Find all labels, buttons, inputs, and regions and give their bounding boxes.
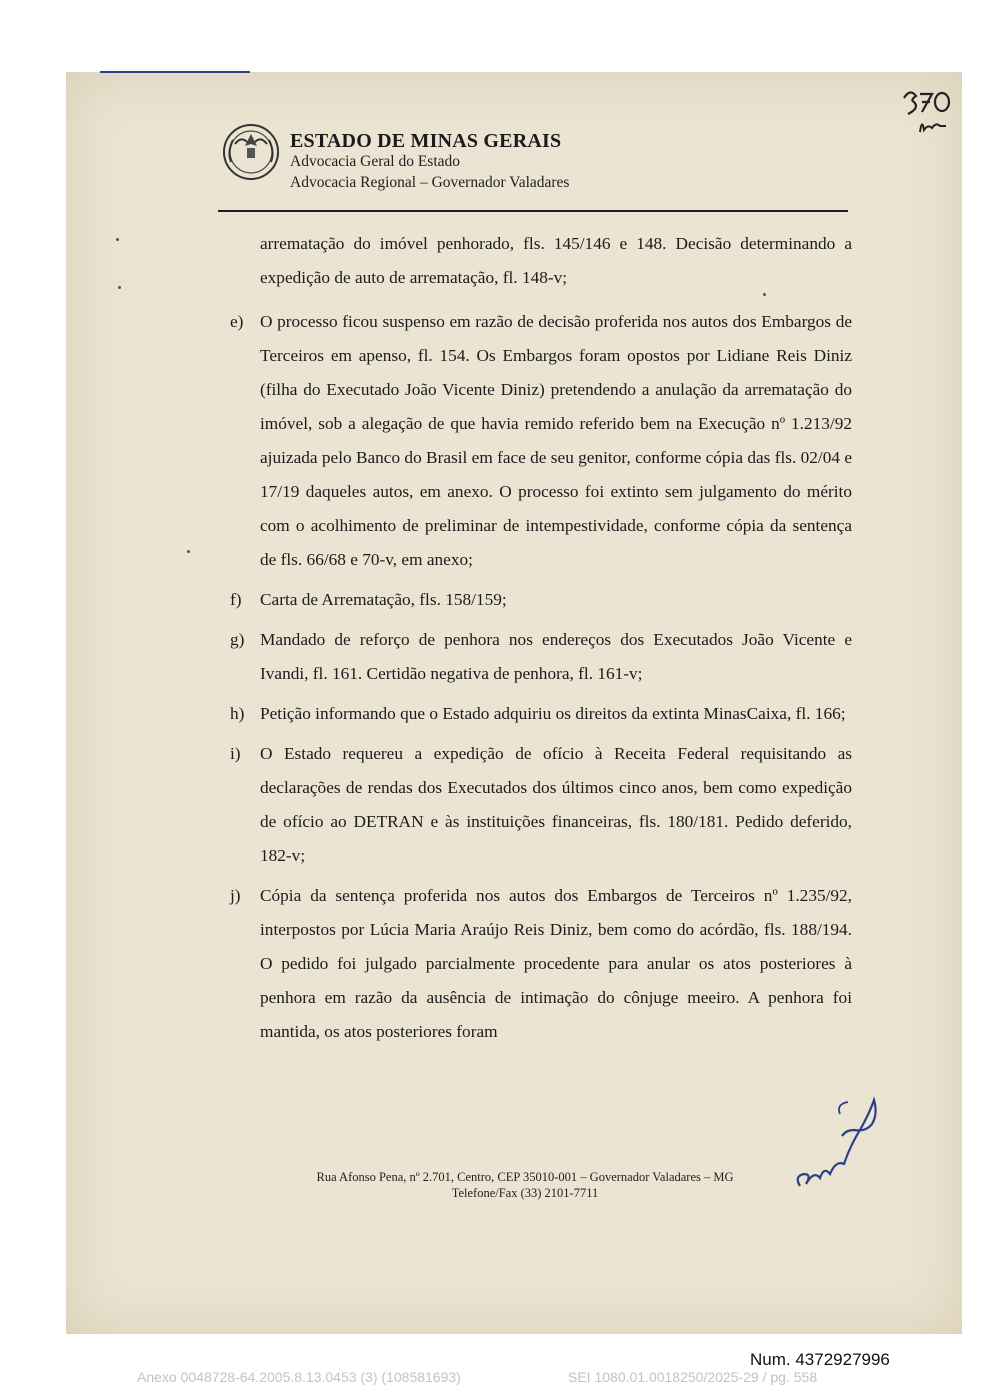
handwritten-page-number — [900, 84, 960, 140]
list-item — [228, 879, 852, 1049]
sei-page-reference: SEI 1080.01.0018250/2025-29 / pg. 558 — [568, 1369, 818, 1385]
item-marker: f) — [230, 590, 242, 609]
scan-speck — [187, 550, 190, 553]
document-body — [228, 227, 852, 1049]
signature-icon — [790, 1090, 885, 1200]
document-number: Num. 4372927996 — [750, 1350, 890, 1369]
pen-mark-line — [100, 71, 250, 73]
list-item — [228, 583, 852, 617]
scan-speck — [118, 286, 121, 289]
continuation-text: arrematação do imóvel penhorado, fls. 145/146 e 148. Decisão determinando a expedição de auto de arrematação, fl. 148-v; — [260, 234, 852, 287]
item-marker: h) — [230, 704, 245, 723]
item-text: Carta de Arrematação, fls. 158/159; — [260, 590, 507, 609]
list-item — [228, 305, 852, 577]
header-subtitle-agency: Advocacia Geral do Estado — [290, 153, 461, 170]
item-text: Cópia da sentença proferida nos autos dos Embargos de Terceiros nº 1.235/92, interpostos por Lúcia Maria Araújo Reis Diniz, bem como do acórdão, fls. 188/194. O pedido foi julgado parcialmente procedente para anular os atos posteriores à penhora em razão da ausência de intimação do cônjuge meeiro. A penhora foi mantida, os atos posteriores foram — [260, 886, 852, 1041]
header-divider — [218, 210, 848, 212]
list-item — [228, 697, 852, 731]
item-text: O processo ficou suspenso em razão de decisão proferida nos autos dos Embargos de Terceiros em apenso, fl. 154. Os Embargos foram opostos por Lidiane Reis Diniz (filha do Executado João Vicente Diniz) pretendendo a anulação da arrematação do imóvel, sob a alegação de que havia remido referido bem na Execução nº 1.213/92 ajuizada pelo Banco do Brasil em face de seu genitor, conforme cópia das fls. 02/04 e 17/19 daqueles autos, em anexo. O processo foi extinto sem julgamento do mérito com o acolhimento de preliminar de intempestividade, conforme cópia da sentença de fls. 66/68 e 70-v, em anexo; — [260, 312, 852, 569]
coat-of-arms-icon — [221, 122, 281, 182]
footer-phone: Telefone/Fax (33) 2101-7711 — [451, 1186, 599, 1200]
item-text: Mandado de reforço de penhora nos endereços dos Executados João Vicente e Ivandi, fl. 161. Certidão negativa de penhora, fl. 161-v; — [260, 630, 852, 683]
header-subtitle-regional: Advocacia Regional – Governador Valadares — [290, 174, 570, 191]
scan-speck — [116, 238, 119, 241]
footer-address: Rua Afonso Pena, nº 2.701, Centro, CEP 35010-001 – Governador Valadares – MG — [316, 1170, 734, 1184]
item-text: O Estado requereu a expedição de ofício à Receita Federal requisitando as declarações de rendas dos Executados dos últimos cinco anos, bem como expedição de ofício ao DETRAN e às instituições financeiras, fls. 180/181. Pedido deferido, 182-v; — [260, 744, 852, 865]
header-title: ESTADO DE MINAS GERAIS — [290, 130, 562, 152]
list-item — [228, 623, 852, 691]
item-marker: e) — [230, 312, 244, 331]
annex-reference: Anexo 0048728-64.2005.8.13.0453 (3) (108581693) — [137, 1369, 461, 1385]
item-marker: j) — [230, 886, 241, 905]
item-marker: g) — [230, 630, 245, 649]
item-text: Petição informando que o Estado adquiriu os direitos da extinta MinasCaixa, fl. 166; — [260, 704, 846, 723]
list-item — [228, 227, 852, 295]
item-marker: i) — [230, 744, 241, 763]
list-item — [228, 737, 852, 873]
scan-speck — [763, 293, 766, 296]
